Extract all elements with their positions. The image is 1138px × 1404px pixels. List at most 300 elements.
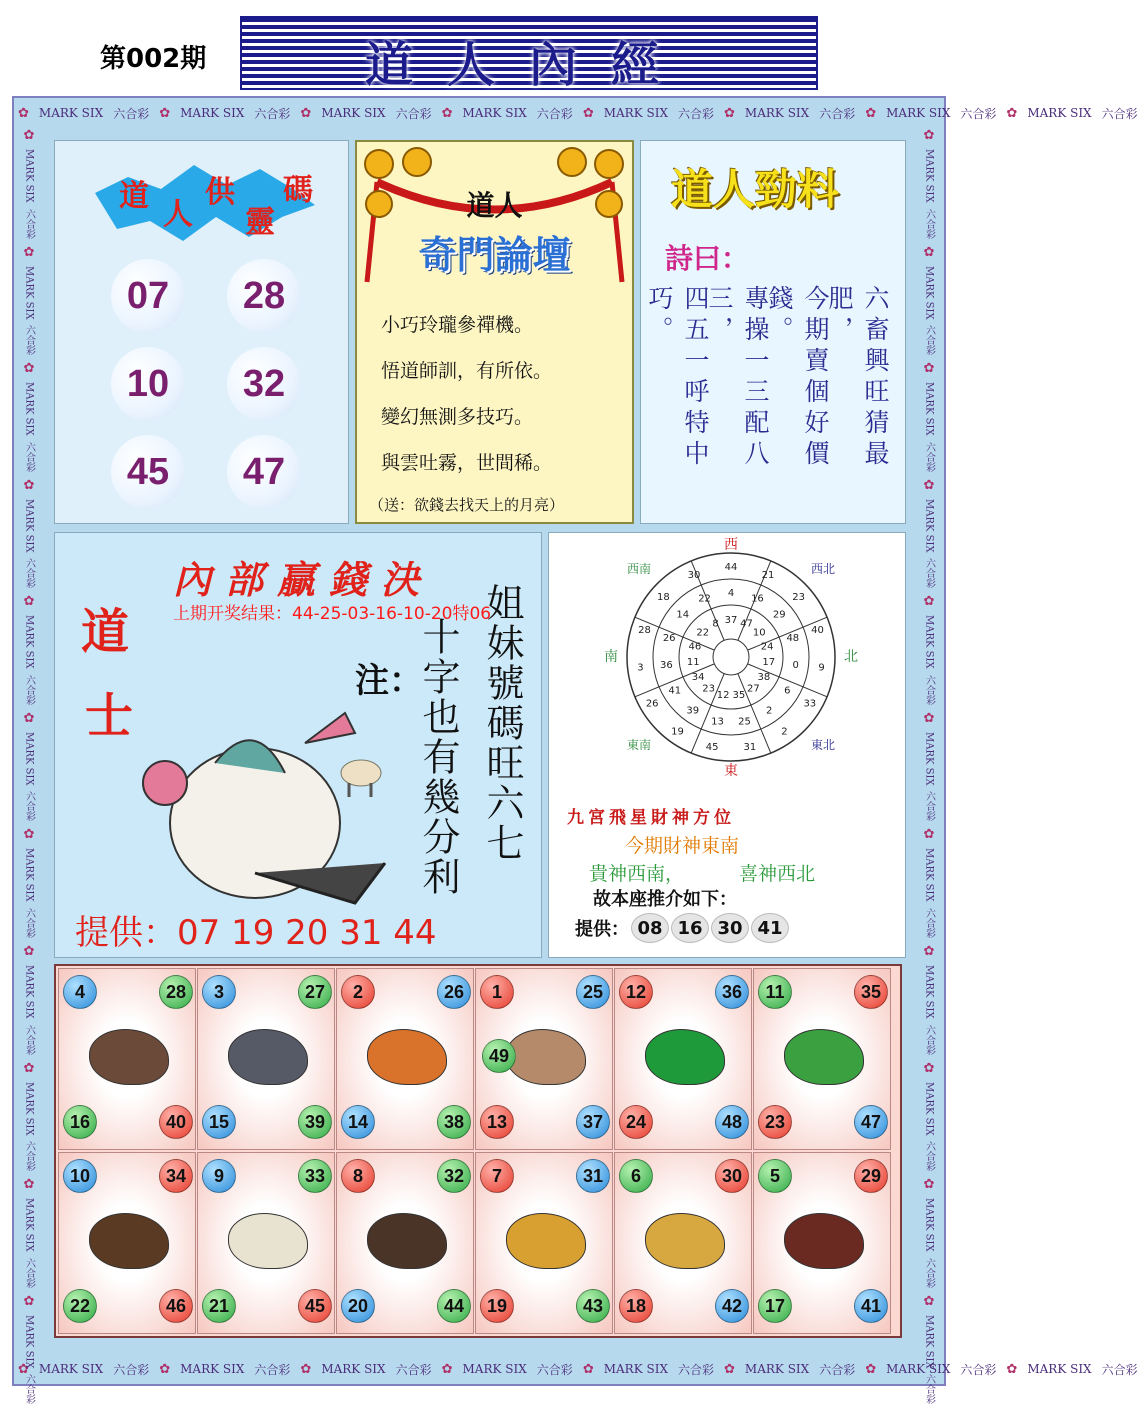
number-ball: 19 [480,1289,514,1323]
number-ball: 47 [854,1105,888,1139]
direction-label: 東 [724,763,738,779]
lottery-text: 六合彩 [819,106,856,121]
mark-six-text: MARK SIX [603,1362,668,1376]
hint-column: 姐妹號碼旺六七 [480,583,524,863]
wheel-number: 22 [698,593,711,605]
goat-icon [228,1213,308,1269]
flower-icon: ✿ [18,1361,29,1377]
flower-icon: ✿ [159,1361,171,1377]
number-ball: 39 [298,1105,332,1139]
zodiac-cell-horse [58,1152,196,1334]
wheel-number: 6 [784,685,791,697]
flower-icon: ✿ [923,1060,935,1076]
wheel-number: 0 [792,659,799,671]
hot-tips-title: 道人勁料 [671,165,840,214]
wheel-number: 38 [757,672,771,683]
mark-six-text: MARK SIX [23,265,35,320]
forum-title-main: 奇門論壇 [418,233,571,277]
flower-icon: ✿ [23,710,35,726]
lottery-text: 六合彩 [23,325,35,356]
wheel-number: 18 [657,592,670,604]
border-strip-bottom [18,1358,1138,1380]
flower-icon: ✿ [23,244,35,260]
taoist-figure-illustration [105,703,405,913]
number-ball: 7 [480,1159,514,1193]
number-ball: 16 [63,1105,97,1139]
lucky-number: 10 [111,347,185,421]
lottery-text: 六合彩 [1101,106,1138,121]
forum-panel [355,140,634,524]
mark-six-text: MARK SIX [603,106,668,120]
lottery-text: 六合彩 [960,1362,997,1377]
wheel-number: 31 [743,742,757,754]
lottery-text: 六合彩 [923,441,935,472]
rooster-icon [506,1213,586,1269]
lottery-text: 六合彩 [923,325,935,356]
flower-icon: ✿ [23,943,35,959]
mark-six-text: MARK SIX [923,1314,935,1369]
note-label: 注： [355,661,423,701]
lottery-text: 六合彩 [678,106,715,121]
mark-six-text: MARK SIX [38,1362,104,1376]
number-ball: 24 [619,1105,653,1139]
zodiac-cell-monkey [336,1152,474,1334]
wheel-number: 39 [686,705,700,717]
number-ball: 21 [202,1289,236,1323]
number-ball: 32 [437,1159,471,1193]
mark-six-text: MARK SIX [923,615,935,669]
mark-six-text: MARK SIX [23,964,35,1019]
wheel-number: 26 [662,632,676,644]
number-ball: 36 [715,975,749,1009]
wheel-number: 3 [637,662,644,674]
border-strip-left [18,128,40,1404]
number-ball: 11 [758,975,792,1009]
forum-title-top: 道人 [466,189,523,222]
wheel-number: 2 [766,705,773,717]
recommend-intro: 故本座推介如下： [593,889,737,910]
flower-icon: ✿ [23,1177,35,1193]
mark-six-text: MARK SIX [23,1081,35,1136]
number-ball: 37 [576,1105,610,1139]
lottery-text: 六合彩 [1101,1362,1138,1377]
number-ball: 34 [159,1159,193,1193]
wheel-number: 21 [761,569,775,581]
number-ball: 14 [341,1105,375,1139]
zodiac-cell-pig [753,1152,891,1334]
mark-six-text: MARK SIX [744,1362,810,1376]
mark-six-text: MARK SIX [462,1362,527,1376]
mark-six-text: MARK SIX [744,106,810,120]
number-ball: 8 [341,1159,375,1193]
wheel-number: 40 [811,624,824,636]
poem-line: 與雲吐霧，世間稀。 [381,452,553,474]
lottery-text: 六合彩 [23,674,35,705]
lucky-number: 32 [227,347,301,421]
wheel-number: 17 [762,656,776,668]
nine-palaces-caption: 九宮飛星財神方位 [567,808,735,828]
lottery-text: 六合彩 [923,1257,935,1288]
issue-number: 第002期 [100,44,207,74]
number-ball: 45 [298,1289,332,1323]
direction-label: 南 [604,649,618,665]
mark-six-text: MARK SIX [923,382,935,436]
wheel-number: 33 [803,698,817,710]
direction-label: 西南 [626,562,652,576]
lottery-text: 六合彩 [395,1362,432,1377]
poem-label: 詩曰： [665,242,750,275]
lottery-text: 六合彩 [819,1362,856,1377]
mark-six-text: MARK SIX [23,498,35,553]
wheel-number: 46 [688,641,702,653]
lucky-number: 47 [227,435,301,509]
wheel-number: 36 [659,659,673,671]
poem-line: 變幻無測多技巧。 [381,406,534,428]
zodiac-cell-ox [197,968,335,1150]
poem-column: 今期賣個好價錢。 [765,285,830,471]
wheel-number: 12 [716,690,730,702]
number-ball: 20 [341,1289,375,1323]
lottery-text: 六合彩 [254,106,291,121]
direction-label: 東北 [810,738,836,752]
title-char-5: 碼 [283,173,313,208]
flower-icon: ✿ [441,105,453,121]
lottery-text: 六合彩 [923,1141,935,1172]
pig-icon [784,1213,864,1269]
mark-six-text: MARK SIX [1027,1362,1092,1376]
lottery-text: 六合彩 [923,558,935,589]
flower-icon: ✿ [923,1293,935,1309]
zodiac-cell-goat [197,1152,335,1334]
direction-label: 西北 [810,562,836,576]
title-char-3: 供 [205,175,235,210]
vertical-poem [645,285,893,521]
flower-icon: ✿ [23,477,35,493]
side-char: 士 [85,688,134,744]
dog-icon [645,1213,725,1269]
zodiac-cell-dragon [614,968,752,1150]
wheel-number: 26 [645,698,659,710]
number-ball: 22 [63,1289,97,1323]
number-ball: 29 [854,1159,888,1193]
god-of-joy: 喜神西北 [739,863,816,885]
provide-label: 提供： [575,919,629,940]
zodiac-cell-rooster [475,1152,613,1334]
flower-icon: ✿ [582,1361,594,1377]
forum-note: （送：欲錢去找天上的月亮） [369,496,565,514]
wheel-number: 11 [686,656,700,668]
lottery-text: 六合彩 [395,106,432,121]
number-ball: 38 [437,1105,471,1139]
flower-icon: ✿ [724,105,735,121]
mark-six-text: MARK SIX [923,265,935,320]
flower-icon: ✿ [923,128,935,143]
mark-six-text: MARK SIX [923,1081,935,1136]
mark-six-text: MARK SIX [923,1198,935,1252]
wheel-number: 28 [638,624,651,636]
number-ball: 35 [854,975,888,1009]
mark-six-text: MARK SIX [23,848,35,902]
number-ball: 42 [715,1289,749,1323]
lottery-text: 六合彩 [536,1362,573,1377]
wheel-number: 44 [724,562,738,573]
title-char-2: 人 [163,197,193,232]
lottery-text: 六合彩 [23,558,35,589]
flower-icon: ✿ [923,594,935,610]
poem-line: 小巧玲瓏參禪機。 [381,314,534,336]
flower-icon: ✿ [923,827,935,843]
wheel-number: 30 [687,569,701,581]
side-char: 道 [81,604,130,660]
flower-icon: ✿ [923,361,935,377]
flower-icon: ✿ [300,1361,312,1377]
flower-icon: ✿ [923,943,935,959]
mark-six-text: MARK SIX [23,1314,35,1369]
lucky-number: 07 [111,259,185,333]
title-char-1: 道 [119,179,149,214]
lottery-text: 六合彩 [960,106,997,121]
rat-icon [89,1029,169,1085]
number-ball: 25 [576,975,610,1009]
recommend-number: 30 [711,913,749,943]
mark-six-text: MARK SIX [886,106,951,120]
wheel-number: 2 [781,726,788,738]
wheel-number: 13 [711,716,724,728]
mark-six-text: MARK SIX [23,615,35,669]
mark-six-text: MARK SIX [923,498,935,553]
flower-icon: ✿ [582,105,594,121]
wheel-number: 16 [751,593,764,605]
recommend-number: 16 [671,913,709,943]
number-ball: 44 [437,1289,471,1323]
flower-icon: ✿ [23,827,35,843]
wheel-number: 47 [740,618,753,630]
mark-six-text: MARK SIX [923,964,935,1019]
flower-icon: ✿ [23,128,35,143]
hint-column: 十字也有幾分利 [416,617,460,897]
wheel-number: 23 [792,592,805,604]
lottery-text: 六合彩 [923,674,935,705]
dragon-icon [645,1029,725,1085]
flower-icon: ✿ [1006,105,1018,121]
direction-label: 北 [844,649,858,665]
horse-icon [89,1213,169,1269]
mark-six-text: MARK SIX [886,1362,951,1376]
wheel-number: 37 [724,615,738,626]
flower-icon: ✿ [159,105,171,121]
lucky-number: 28 [227,259,301,333]
banner-title: 道人內經 [364,37,693,93]
poem-column: 六畜興旺猜最肥， [825,285,890,471]
flower-icon: ✿ [923,477,935,493]
winning-secrets-panel [54,532,542,958]
number-ball: 12 [619,975,653,1009]
flower-icon: ✿ [441,1361,453,1377]
mark-six-text: MARK SIX [1027,106,1092,120]
lottery-text: 六合彩 [113,106,150,121]
lottery-text: 六合彩 [923,1374,935,1404]
secrets-title: 內部贏錢決 [173,558,434,602]
lottery-text: 六合彩 [254,1362,291,1377]
lottery-text: 六合彩 [23,208,35,239]
flower-icon: ✿ [23,361,35,377]
flower-icon: ✿ [1006,1361,1018,1377]
zodiac-cell-tiger [336,968,474,1150]
rabbit-icon [506,1029,586,1085]
mark-six-text: MARK SIX [321,1362,386,1376]
sheep-icon [337,753,387,799]
snake-icon [784,1029,864,1085]
wheel-number: 29 [772,609,786,621]
lottery-text: 六合彩 [678,1362,715,1377]
zodiac-cell-rat [58,968,196,1150]
lottery-text: 六合彩 [23,441,35,472]
lottery-text: 六合彩 [923,1024,935,1055]
wheel-number: 45 [705,742,719,754]
god-of-nobility: 貴神西南， [589,863,685,885]
main-frame [12,96,1138,1404]
number-ball: 46 [159,1289,193,1323]
feng-shui-wheel [601,537,861,777]
mark-six-text: MARK SIX [23,382,35,436]
ox-icon [228,1029,308,1085]
lottery-text: 六合彩 [23,1257,35,1288]
poem-column: 專操一三配八三， [705,285,770,471]
flower-icon: ✿ [23,594,35,610]
hot-tips-panel [640,140,906,524]
flower-icon: ✿ [923,244,935,260]
lottery-text: 六合彩 [23,1024,35,1055]
god-of-wealth: 今期財神東南 [625,835,740,857]
mark-six-text: MARK SIX [462,106,527,120]
lottery-text: 六合彩 [923,907,935,938]
number-ball: 6 [619,1159,653,1193]
border-strip-right [918,128,940,1404]
number-ball: 10 [63,1159,97,1193]
flower-icon: ✿ [23,1293,35,1309]
number-ball: 5 [758,1159,792,1193]
monkey-icon [367,1213,447,1269]
lottery-text: 六合彩 [23,1374,35,1404]
number-ball: 41 [854,1289,888,1323]
wheel-number: 22 [696,627,710,639]
wheel-number: 41 [668,685,682,697]
lottery-text: 六合彩 [923,208,935,239]
wheel-number: 48 [786,632,800,644]
poem-line: 悟道師訓，有所依。 [381,360,553,382]
recommend-number: 41 [751,913,789,943]
lucky-number: 45 [111,435,185,509]
number-ball: 28 [159,975,193,1009]
flower-icon: ✿ [865,105,877,121]
nine-palaces-panel [548,532,906,958]
number-ball: 26 [437,975,471,1009]
number-ball: 18 [619,1289,653,1323]
poem-column: 四五一呼特中巧。 [645,285,710,471]
mark-six-text: MARK SIX [23,149,35,203]
mark-six-text: MARK SIX [923,731,935,786]
zodiac-number-grid [54,964,902,1338]
number-ball: 3 [202,975,236,1009]
mark-six-text: MARK SIX [23,731,35,786]
flower-icon: ✿ [724,1361,735,1377]
number-ball: 2 [341,975,375,1009]
wheel-number: 10 [752,627,766,639]
flower-icon: ✿ [300,105,312,121]
wheel-number: 27 [746,683,760,695]
wheel-number: 9 [818,662,825,674]
number-ball: 15 [202,1105,236,1139]
lottery-text: 六合彩 [536,106,573,121]
wheel-number: 24 [760,641,774,653]
number-ball: 33 [298,1159,332,1193]
mark-six-text: MARK SIX [321,106,386,120]
mark-six-text: MARK SIX [923,848,935,902]
tiger-icon [367,1029,447,1085]
last-result: 上期开奖结果：44-25-03-16-10-20特06 [173,604,492,624]
wheel-number: 34 [691,672,705,683]
number-ball: 40 [159,1105,193,1139]
lottery-text: 六合彩 [113,1362,150,1377]
title-char-4: 靈 [245,205,275,240]
number-ball: 49 [482,1039,516,1073]
zodiac-cell-rabbit [475,968,613,1150]
number-ball: 23 [758,1105,792,1139]
recommend-number: 08 [631,913,669,943]
number-ball: 27 [298,975,332,1009]
number-ball: 43 [576,1289,610,1323]
number-ball: 9 [202,1159,236,1193]
mark-six-text: MARK SIX [923,149,935,203]
number-ball: 4 [63,975,97,1009]
zodiac-cell-snake [753,968,891,1150]
wheel-number: 35 [732,690,746,702]
recommend-row [575,913,789,943]
lucky-numbers-panel [54,140,349,524]
number-ball: 30 [715,1159,749,1193]
number-ball: 13 [480,1105,514,1139]
mark-six-text: MARK SIX [23,1198,35,1252]
direction-label: 東南 [626,738,652,752]
lottery-text: 六合彩 [23,907,35,938]
number-ball: 17 [758,1289,792,1323]
wheel-number: 19 [671,726,684,738]
number-ball: 1 [480,975,514,1009]
wheel-number: 4 [727,588,735,599]
wheel-number: 23 [702,683,716,695]
lottery-text: 六合彩 [23,1141,35,1172]
wheel-number: 8 [712,618,719,630]
lottery-text: 六合彩 [23,791,35,822]
mark-six-text: MARK SIX [180,106,245,120]
zodiac-cell-dog [614,1152,752,1334]
flower-icon: ✿ [865,1361,877,1377]
border-strip-top [18,102,1138,124]
flower-icon: ✿ [923,1177,935,1193]
mark-six-text: MARK SIX [180,1362,245,1376]
number-ball: 48 [715,1105,749,1139]
number-ball: 31 [576,1159,610,1193]
flower-icon: ✿ [923,710,935,726]
lottery-text: 六合彩 [923,791,935,822]
mark-six-text: MARK SIX [38,106,104,120]
flower-icon: ✿ [18,105,29,121]
title-banner [240,16,818,93]
flower-icon: ✿ [23,1060,35,1076]
wheel-number: 25 [738,716,751,728]
provide-numbers: 提供：07 19 20 31 44 [75,913,437,953]
wheel-number: 14 [676,609,690,621]
